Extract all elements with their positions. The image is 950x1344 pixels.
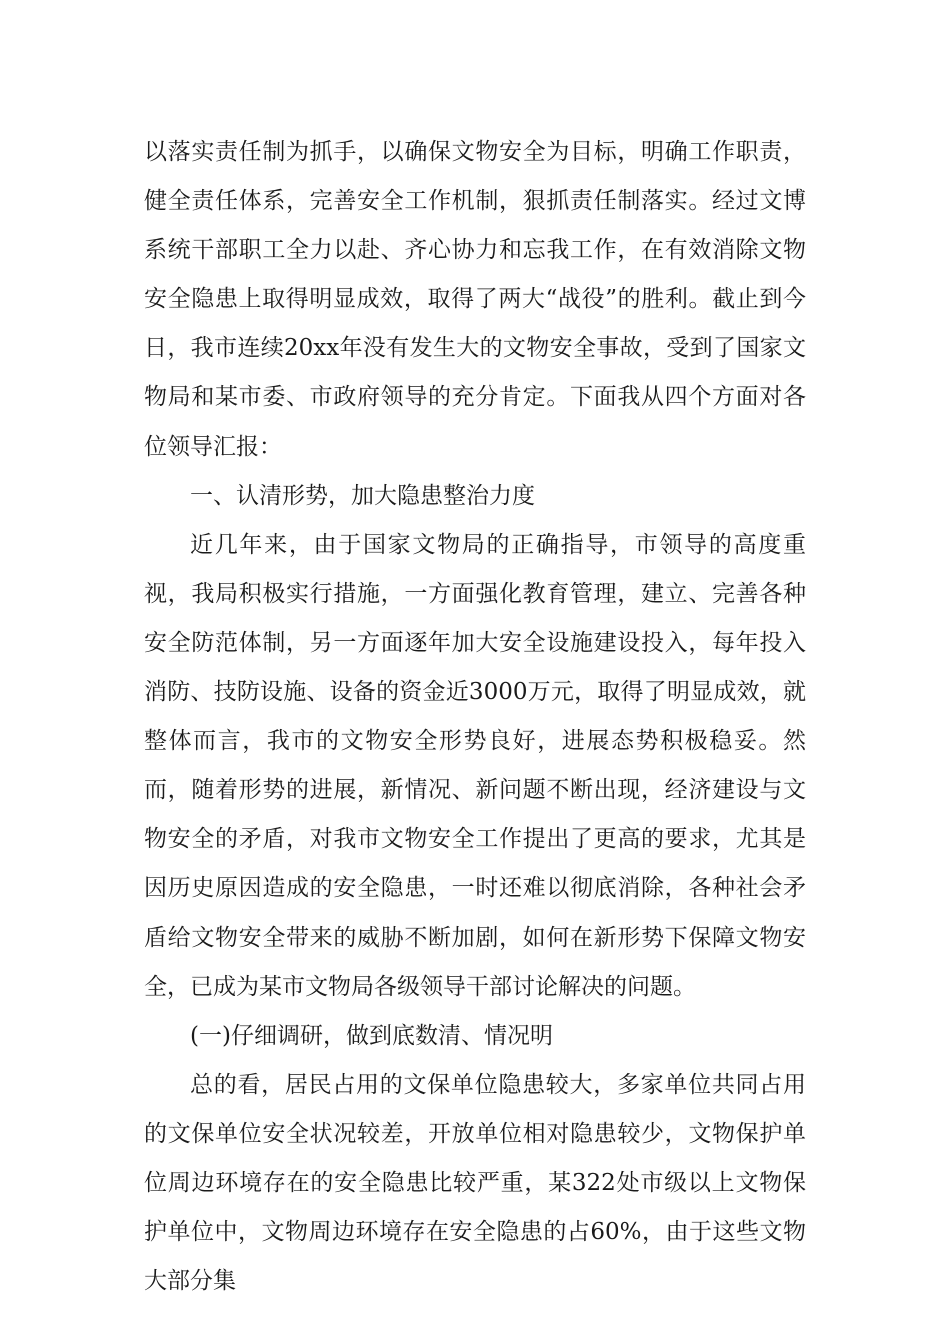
document-body: [144, 128, 806, 1306]
body-paragraph: 总的看，居民占用的文保单位隐患较大，多家单位共同占用的文保单位安全状况较差，开放单位相对隐患较少，文物保护单位周边环境存在的安全隐患比较严重，某322处市级以上文物保护单位中，文物周边环境存在安全隐患的占60%，由于这些文物大部分集: [144, 1071, 806, 1295]
body-paragraph: 近几年来，由于国家文物局的正确指导，市领导的高度重视，我局积极实行措施，一方面强化教育管理，建立、完善各种安全防范体制，另一方面逐年加大安全设施建设投入，每年投入消防、技防设施、设备的资金近3000万元，取得了明显成效，就整体而言，我市的文物安全形势良好，进展态势积极稳妥。然而，随着形势的进展，新情况、新问题不断出现，经济建设与文物安全的矛盾，对我市文物安全工作提出了更高的要求，尤其是因历史原因造成的安全隐患，一时还难以彻底消除，各种社会矛盾给文物安全带来的威胁不断加剧，如何在新形势下保障文物安全，已成为某市文物局各级领导干部讨论解决的问题。: [144, 531, 806, 1000]
subsection-heading-1: (一)仔细调研，做到底数清、情况明: [190, 1022, 553, 1049]
section-heading-1: 一、认清形势，加大隐患整治力度: [190, 482, 535, 509]
body-paragraph: 以落实责任制为抓手，以确保文物安全为目标，明确工作职责，健全责任体系，完善安全工作机制，狠抓责任制落实。经过文博系统干部职工全力以赴、齐心协力和忘我工作，在有效消除文物安全隐患上取得明显成效，取得了两大“战役”的胜利。截止到今日，我市连续20xx年没有发生大的文物安全事故，受到了国家文物局和某市委、市政府领导的充分肯定。下面我从四个方面对各位领导汇报：: [144, 139, 806, 460]
